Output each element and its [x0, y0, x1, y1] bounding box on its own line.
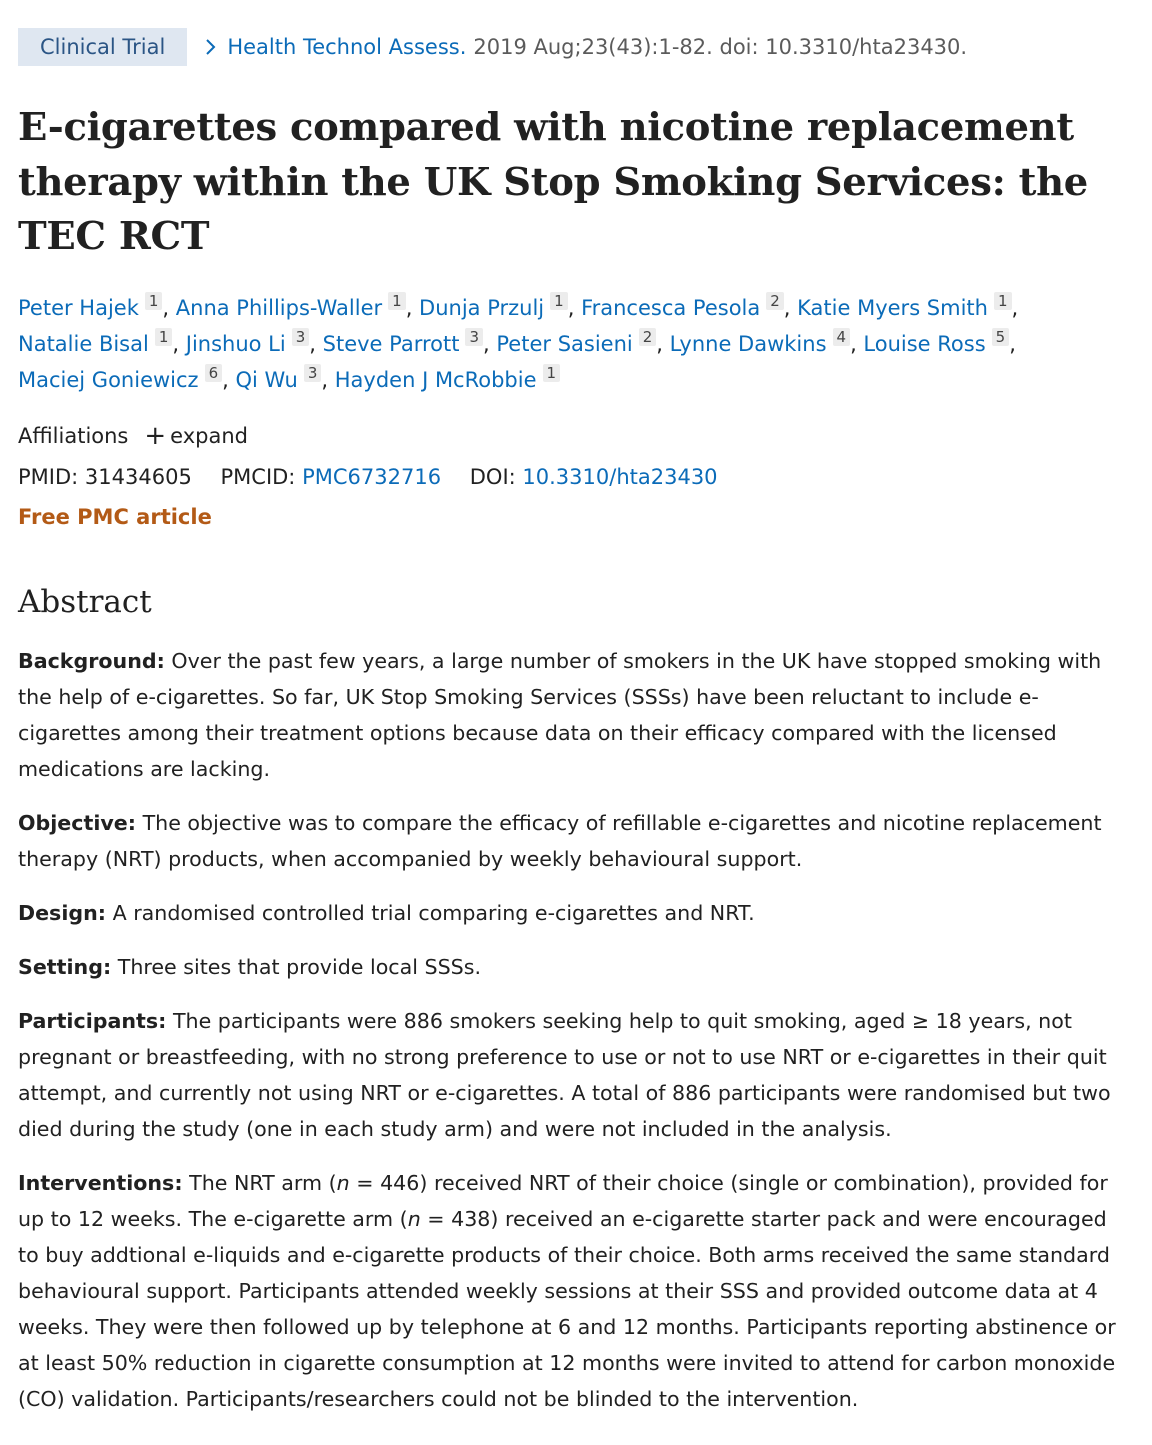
author-item [18, 292, 162, 320]
author-link[interactable]: Katie Myers Smith [797, 296, 988, 320]
affiliation-ref[interactable]: 1 [543, 364, 561, 382]
interventions-n1: n [336, 1171, 350, 1195]
author-item [334, 364, 560, 392]
affiliation-ref[interactable]: 5 [992, 328, 1010, 346]
design-text: A randomised controlled trial comparing e-cigarettes and NRT. [112, 901, 755, 925]
pmid-label: PMID: [18, 465, 79, 489]
author-link[interactable]: Qi Wu [235, 368, 298, 392]
abstract-body [18, 643, 1118, 1435]
objective-text: The objective was to compare the efficacy of refillable e-cigarettes and nicotine replacement therapy (NRT) products, when accompanied by weekly behavioural support. [18, 811, 1102, 871]
journal-link[interactable]: Health Technol Assess. [227, 35, 467, 59]
expand-label[interactable]: expand [170, 424, 248, 448]
affiliation-ref[interactable]: 2 [639, 328, 657, 346]
author-link[interactable]: Anna Phillips-Waller [175, 296, 383, 320]
pmid-value: 31434605 [84, 465, 192, 489]
publication-type-badge: Clinical Trial [18, 28, 187, 66]
author-item [235, 364, 321, 392]
abstract-participants [18, 1003, 1118, 1147]
design-label: Design: [18, 901, 107, 925]
citation-details: 2019 Aug;23(43):1-82. doi: 10.3310/hta23430. [473, 35, 968, 59]
abstract-heading: Abstract [18, 584, 152, 620]
author-item [18, 364, 222, 392]
interventions-n2: n [407, 1207, 421, 1231]
abstract-interventions [18, 1165, 1118, 1417]
author-link[interactable]: Maciej Goniewicz [18, 368, 199, 392]
objective-label: Objective: [18, 811, 137, 835]
participants-text: The participants were 886 smokers seeking help to quit smoking, aged ≥ 18 years, not pregnant or breastfeeding, with no strong preference to use or not to use NRT or e-cigarettes in their quit attempt, and currently not using NRT or e-cigarettes. A total of 886 participants were randomised but two died during the study (one in each study arm) and were not included in the analysis. [18, 1009, 1111, 1141]
identifiers-row [18, 461, 718, 493]
author-item [581, 292, 784, 320]
author-link[interactable]: Hayden J McRobbie [334, 368, 537, 392]
author-item [669, 328, 850, 356]
affiliation-ref[interactable]: 2 [766, 292, 784, 310]
pmcid-label: PMCID: [220, 465, 296, 489]
affiliation-ref[interactable]: 3 [292, 328, 310, 346]
author-link[interactable]: Peter Hajek [18, 296, 139, 320]
affiliations-label: Affiliations [18, 424, 129, 448]
author-item [419, 292, 568, 320]
author-item [175, 292, 406, 320]
author-link[interactable]: Jinshuo Li [185, 332, 286, 356]
author-link[interactable]: Natalie Bisal [18, 332, 149, 356]
author-item [797, 292, 1011, 320]
background-text: Over the past few years, a large number of smokers in the UK have stopped smoking with the help of e-cigarettes. So far, UK Stop Smoking Services (SSSs) have been reluctant to include e-cigarettes among their treatment options because data on their efficacy compared with the licensed medications are lacking. [18, 649, 1102, 781]
affiliation-ref[interactable]: 1 [550, 292, 568, 310]
article-title: E-cigarettes compared with nicotine replacement therapy within the UK Stop Smoking Services: the TEC RCT [18, 105, 1088, 259]
affiliation-ref[interactable]: 4 [833, 328, 851, 346]
abstract-design [18, 895, 1118, 931]
abstract-objective [18, 805, 1118, 877]
author-item [185, 328, 310, 356]
author-link[interactable]: Steve Parrott [322, 332, 460, 356]
author-link[interactable]: Francesca Pesola [581, 296, 761, 320]
interventions-text-b: = 446) received NRT of their choice (single or combination), provided for up to 12 weeks. The e-cigarette arm ( [18, 1171, 1108, 1231]
author-item [496, 328, 656, 356]
citation-bar [18, 28, 967, 66]
abstract-background [18, 643, 1118, 787]
affiliation-ref[interactable]: 6 [205, 364, 223, 382]
plus-icon[interactable]: + [144, 421, 167, 451]
participants-label: Participants: [18, 1009, 167, 1033]
setting-text: Three sites that provide local SSSs. [117, 955, 482, 979]
background-label: Background: [18, 649, 165, 673]
doi-label: DOI: [469, 465, 516, 489]
affiliation-ref[interactable]: 1 [155, 328, 173, 346]
affiliation-ref[interactable]: 3 [304, 364, 322, 382]
chevron-right-icon [203, 34, 219, 60]
free-pmc-article-label: Free PMC article [18, 505, 212, 529]
author-link[interactable]: Louise Ross [863, 332, 986, 356]
affiliation-ref[interactable]: 3 [465, 328, 483, 346]
doi-link[interactable]: 10.3310/hta23430 [522, 465, 718, 489]
author-link[interactable]: Peter Sasieni [496, 332, 633, 356]
author-item [18, 328, 172, 356]
author-link[interactable]: Lynne Dawkins [669, 332, 827, 356]
setting-label: Setting: [18, 955, 112, 979]
author-item [322, 328, 483, 356]
abstract-setting [18, 949, 1118, 985]
affiliation-ref[interactable]: 1 [388, 292, 406, 310]
affiliation-ref[interactable]: 1 [145, 292, 163, 310]
interventions-text-a: The NRT arm ( [189, 1171, 337, 1195]
author-link[interactable]: Dunja Przulj [419, 296, 545, 320]
affiliation-ref[interactable]: 1 [994, 292, 1012, 310]
authors-list: Peter Hajek $^1$ , Anna Phillips-Waller $^1$ , Dunja Przulj $^1$ , Francesca Pesola $^2$ , Katie Myers Smith $^1$ , Natalie Bisal $^1$ , Jinshuo Li $^3$ , Steve Parrott $^3$ , Peter Sasieni $^2$ , Lynne Dawkins $^4$ , Louise Ross $^5$ , Maciej Goniewicz $^6$ , Qi Wu $^3$ , Hayden J McRobbie $^1$ [18, 292, 1019, 392]
affiliations-toggle[interactable] [18, 420, 248, 452]
author-item [863, 328, 1009, 356]
interventions-text-c: = 438) received an e-cigarette starter pack and were encouraged to buy addtional e-liquids and e-cigarette products of their choice. Both arms received the same standard behavioural support. Participants attended weekly sessions at their SSS and provided outcome data at 4 weeks. They were then followed up by telephone at 6 and 12 months. Participants reporting abstinence or at least 50% reduction in cigarette consumption at 12 months were invited to attend for carbon monoxide (CO) validation. Participants/researchers could not be blinded to the intervention. [18, 1207, 1116, 1411]
interventions-label: Interventions: [18, 1171, 183, 1195]
pmcid-link[interactable]: PMC6732716 [302, 465, 442, 489]
